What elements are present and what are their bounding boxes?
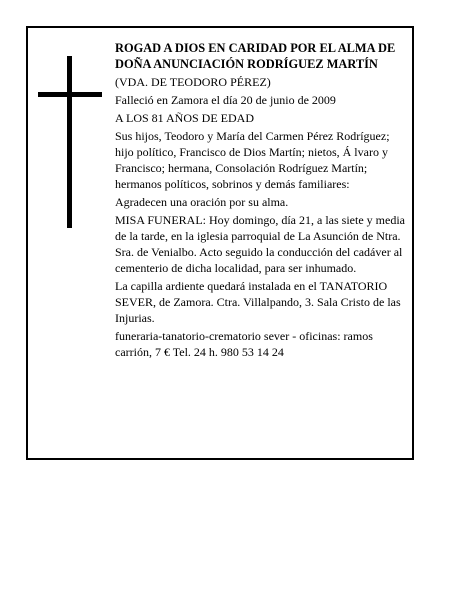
notice-heading: ROGAD A DIOS EN CARIDAD POR EL ALMA DE DOÑA ANUNCIACIÓN RODRÍGUEZ MARTÍN (115, 41, 396, 71)
cross-vertical-bar (67, 56, 72, 228)
cross-horizontal-bar (38, 92, 102, 97)
funeral-mass-paragraph: MISA FUNERAL: Hoy domingo, día 21, a las siete y media de la tarde, en la iglesia parroquial de La Asunción de Ntra. Sra. de Venialbo. Acto seguido la conducción del cadáver al cementerio de dicha localidad, para ser inhumado. (115, 213, 405, 275)
family-paragraph: Sus hijos, Teodoro y María del Carmen Pérez Rodríguez; hijo político, Francisco de Dios Martín; nietos, Á lvaro y Francisco; hermana, Consolación Rodríguez Martín; hermanos políticos, sobrinos y demás familiares: (115, 129, 390, 191)
age-line: A LOS 81 AÑOS DE EDAD (115, 111, 255, 125)
widow-of-line: (VDA. DE TEODORO PÉREZ) (115, 75, 271, 89)
chapel-paragraph: La capilla ardiente quedará instalada en el TANATORIO SEVER, de Zamora. Ctra. Villalpando, 3. Sala Cristo de las Injurias. (115, 279, 401, 325)
death-line: Falleció en Zamora el día 20 de junio de 2009 (115, 93, 336, 107)
cross-icon (38, 56, 102, 228)
prayer-line: Agradecen una oración por su alma. (115, 195, 289, 209)
obituary-notice (26, 26, 414, 460)
funeral-home-contact: funeraria-tanatorio-crematorio sever - oficinas: ramos carrión, 7 € Tel. 24 h. 980 53 14 24 (115, 329, 373, 359)
notice-text (115, 40, 411, 362)
